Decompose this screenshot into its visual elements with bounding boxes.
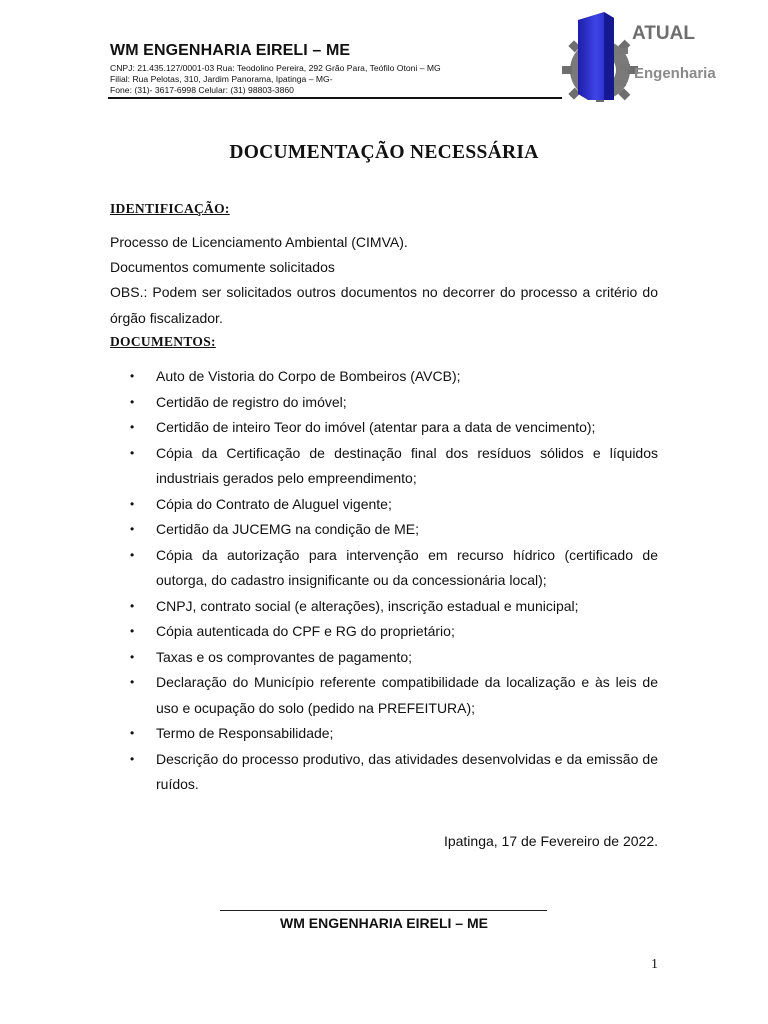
- bullet-icon: •: [130, 675, 135, 689]
- bullet-icon: •: [130, 394, 135, 409]
- list-item-text: Cópia do Contrato de Aluguel vigente;: [156, 495, 392, 512]
- atual-engenharia-logo: [560, 8, 750, 108]
- document-date: Ipatinga, 17 de Fevereiro de 2022.: [443, 833, 658, 849]
- list-item: [110, 721, 658, 747]
- header-phone: Fone: (31)- 3617-6998 Celular: (31) 98803-3860: [110, 85, 294, 95]
- list-item: [110, 390, 658, 416]
- list-item: [110, 619, 658, 645]
- bullet-icon: •: [130, 420, 135, 434]
- bullet-icon: •: [130, 726, 135, 740]
- bullet-icon: •: [130, 369, 135, 383]
- list-item: [110, 517, 658, 543]
- bullet-icon: •: [130, 624, 135, 638]
- bullet-icon: •: [130, 751, 135, 766]
- section-heading-documentos: DOCUMENTOS:: [110, 334, 216, 349]
- list-item-text: Certidão de registro do imóvel;: [156, 393, 347, 410]
- bullet-icon: •: [130, 547, 135, 562]
- list-item: [110, 364, 658, 390]
- list-item-text: Cópia autenticada do CPF e RG do proprietário;: [156, 623, 455, 639]
- bullet-icon: •: [130, 649, 135, 664]
- list-item: [110, 415, 658, 441]
- bullet-icon: •: [130, 496, 135, 511]
- list-item-text: Certidão da JUCEMG na condição de ME;: [156, 521, 420, 537]
- list-item: [110, 441, 658, 492]
- list-item-text: Cópia da autorização para intervenção em recurso hídrico (certificado de outorga, do cadastro insignificante ou da concessionária local);: [156, 546, 658, 588]
- list-item-text: Cópia da Certificação de destinação final dos resíduos sólidos e líquidos industriais gerados pelo empreendimento;: [156, 444, 658, 486]
- list-item-text: Certidão de inteiro Teor do imóvel (atentar para a data de vencimento);: [156, 419, 596, 435]
- list-item: [110, 492, 658, 518]
- list-item-text: Termo de Responsabilidade;: [156, 725, 334, 741]
- logo-word-atual: ATUAL: [632, 23, 695, 44]
- identificacao-process: Processo de Licenciamento Ambiental (CIMVA).: [110, 234, 408, 250]
- signature-line: [220, 910, 547, 911]
- documents-list: [110, 364, 658, 798]
- list-item: [110, 645, 658, 671]
- list-item-text: Auto de Vistoria do Corpo de Bombeiros (AVCB);: [156, 368, 461, 384]
- identificacao-docs-note: Documentos comumente solicitados: [110, 259, 335, 275]
- list-item: [110, 543, 658, 594]
- section-heading-identificacao: IDENTIFICAÇÃO:: [110, 201, 230, 216]
- signature-name: WM ENGENHARIA EIRELI – ME: [280, 915, 488, 931]
- bullet-icon: •: [130, 522, 135, 536]
- page-number: 1: [651, 957, 658, 972]
- list-item: [110, 747, 658, 798]
- gear-building-icon: [560, 8, 750, 108]
- company-name: WM ENGENHARIA EIRELI – ME: [110, 42, 351, 59]
- list-item: [110, 670, 658, 721]
- list-item-text: Descrição do processo produtivo, das atividades desenvolvidas e da emissão de ruídos.: [156, 750, 658, 792]
- document-title: DOCUMENTAÇÃO NECESSÁRIA: [229, 142, 539, 163]
- list-item-text: Declaração do Município referente compatibilidade da localização e às leis de uso e ocupação do solo (pedido na PREFEITURA);: [156, 674, 658, 716]
- logo-word-engenharia: Engenharia: [634, 65, 716, 82]
- list-item-text: CNPJ, contrato social (e alterações), inscrição estadual e municipal;: [156, 597, 579, 614]
- header-branch-address: Filial: Rua Pelotas, 310, Jardim Panorama, Ipatinga – MG-: [110, 74, 333, 84]
- header-cnpj-address: CNPJ: 21.435.127/0001-03 Rua: Teodolino Pereira, 292 Grão Para, Teófilo Otoni – MG: [110, 63, 441, 73]
- list-item-text: Taxas e os comprovantes de pagamento;: [156, 648, 413, 665]
- bullet-icon: •: [130, 445, 135, 460]
- list-item: [110, 594, 658, 620]
- bullet-icon: •: [130, 598, 135, 613]
- header-divider: [108, 97, 562, 99]
- identificacao-obs: OBS.: Podem ser solicitados outros documentos no decorrer do processo a critério do órgão fiscalizador.: [110, 284, 658, 326]
